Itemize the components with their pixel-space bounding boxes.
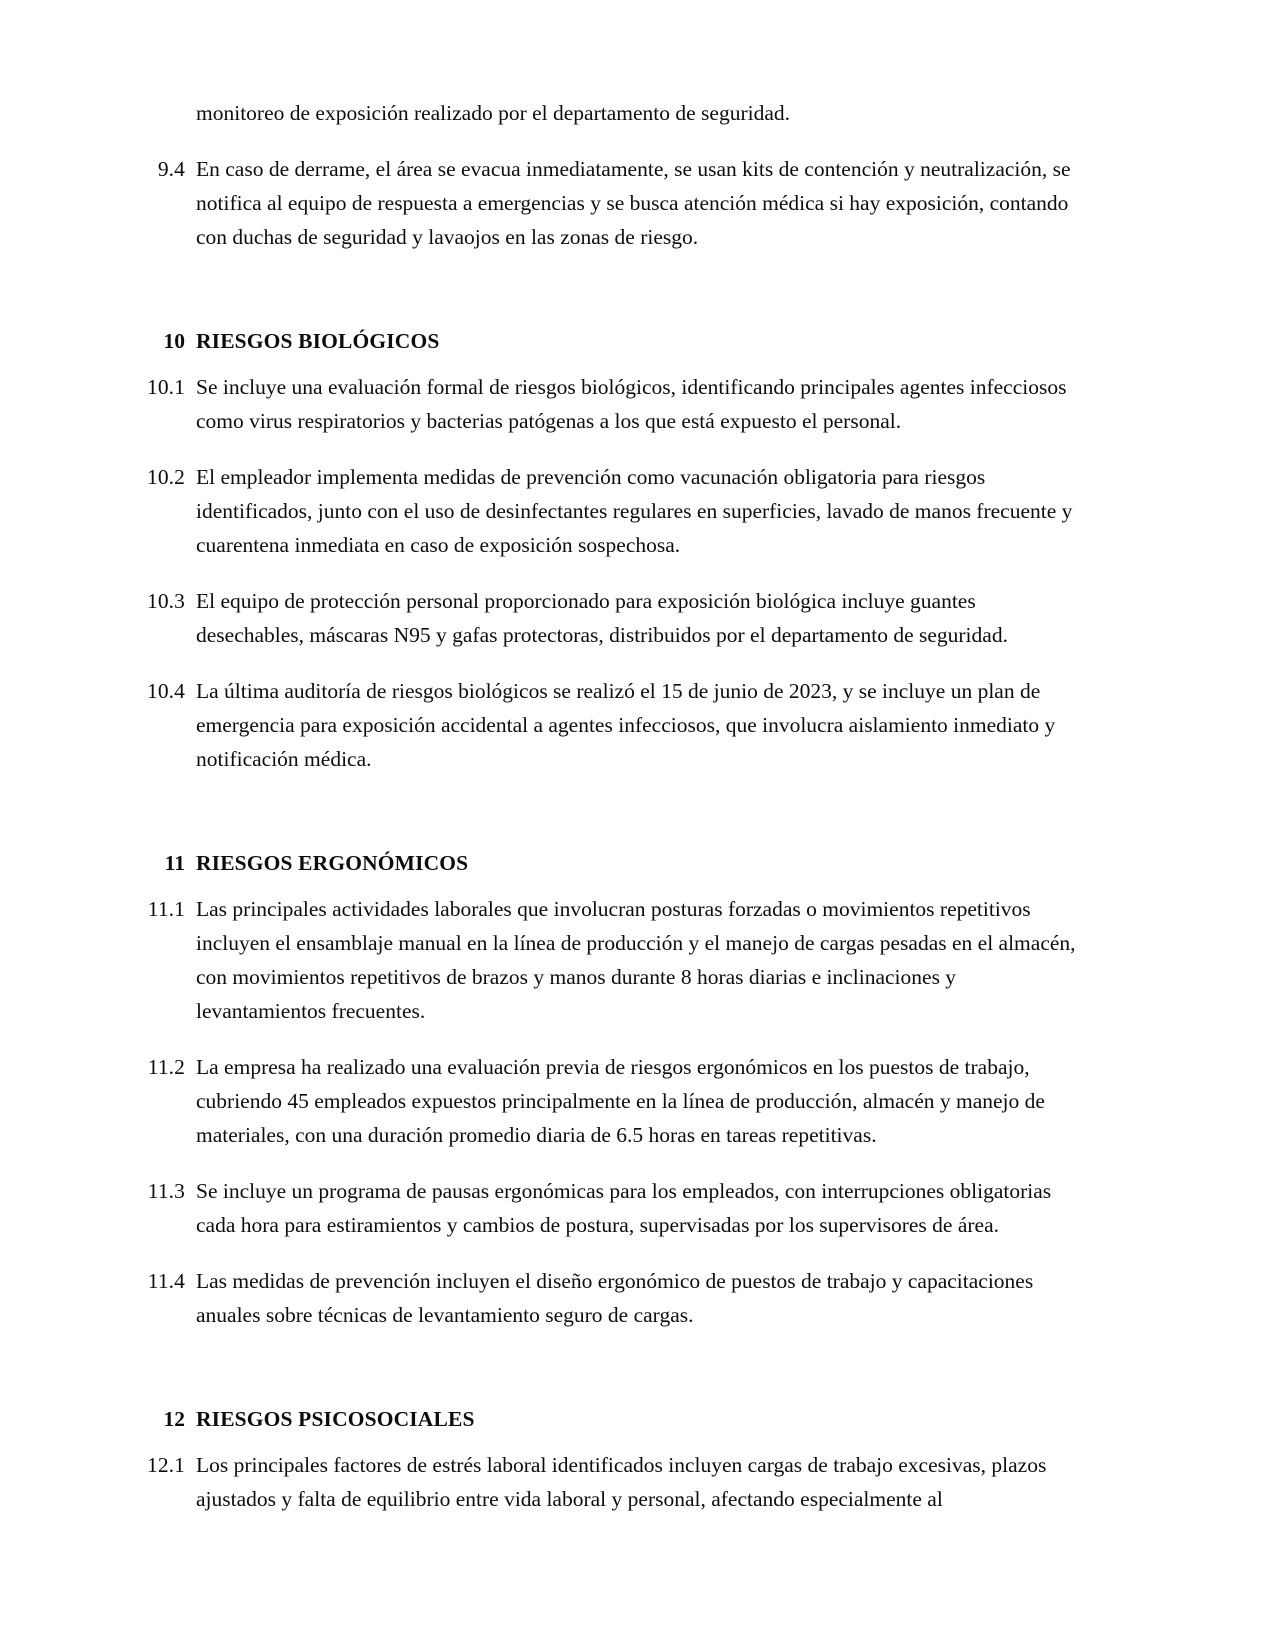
clause-11-2 [133,1050,1083,1152]
clause-text: En caso de derrame, el área se evacua inmediatamente, se usan kits de contención y neutralización, se notifica al equipo de respuesta a emergencias y se busca atención médica si hay exposición, contando con duchas de seguridad y lavaojos en las zonas de riesgo. [196,157,1071,249]
clause-10-3 [133,584,1083,652]
clause-text: Los principales factores de estrés laboral identificados incluyen cargas de trabajo excesivas, plazos ajustados y falta de equilibrio entre vida laboral y personal, afectando especialmente al [196,1453,1047,1511]
section-heading-10 [133,324,1083,358]
clause-text: La última auditoría de riesgos biológicos se realizó el 15 de junio de 2023, y se incluye un plan de emergencia para exposición accidental a agentes infecciosos, que involucra aislamiento inmediato y notificación médica. [196,679,1056,771]
clause-text: monitoreo de exposición realizado por el departamento de seguridad. [196,101,791,125]
section-heading-12 [133,1402,1083,1436]
section-spacer [133,1354,1083,1402]
heading-spacer [133,358,1083,370]
section-title: RIESGOS PSICOSOCIALES [196,1407,475,1431]
section-spacer [133,798,1083,846]
clause-number: 11.1 [147,897,185,921]
section-number: 10 [163,329,185,353]
clause-text: Se incluye un programa de pausas ergonómicas para los empleados, con interrupciones obligatorias cada hora para estiramientos y cambios de postura, supervisadas por los supervisores de área. [196,1179,1052,1237]
section-number: 12 [163,1407,185,1431]
clause-number: 10.4 [146,679,185,703]
section-title: RIESGOS BIOLÓGICOS [196,329,440,353]
clause-11-3 [133,1174,1083,1242]
clause-number: 11.2 [147,1055,185,1079]
clause-number: 10.2 [146,465,185,489]
clause-text: Las principales actividades laborales que involucran posturas forzadas o movimientos repetitivos incluyen el ensamblaje manual en la línea de producción y el manejo de cargas pesadas en el almacén, con movimientos repetitivos de brazos y manos durante 8 horas diarias e inclinaciones y levantamientos frecuentes. [196,897,1076,1023]
heading-spacer [133,1436,1083,1448]
section-number: 11 [164,851,185,875]
heading-spacer [133,880,1083,892]
clause-number: 11.3 [147,1179,185,1203]
clause-12-1 [133,1448,1083,1516]
clause-10-2 [133,460,1083,562]
clause-text: Se incluye una evaluación formal de riesgos biológicos, identificando principales agentes infecciosos como virus respiratorios y bacterias patógenas a los que está expuesto el personal. [196,375,1067,433]
clause-text: El empleador implementa medidas de prevención como vacunación obligatoria para riesgos identificados, junto con el uso de desinfectantes regulares en superficies, lavado de manos frecuente y cuarentena inmediata en caso de exposición sospechosa. [196,465,1073,557]
clause-11-4 [133,1264,1083,1332]
clause-10-1 [133,370,1083,438]
clause-text: Las medidas de prevención incluyen el diseño ergonómico de puestos de trabajo y capacitaciones anuales sobre técnicas de levantamiento seguro de cargas. [196,1269,1034,1327]
clause-number: 11.4 [147,1269,185,1293]
clause-continuation [133,96,1083,130]
clause-11-1 [133,892,1083,1028]
clause-number: 12.1 [146,1453,185,1477]
section-title: RIESGOS ERGONÓMICOS [196,851,469,875]
document-content [133,96,1083,1538]
clause-number: 9.4 [157,157,185,181]
clause-text: El equipo de protección personal proporcionado para exposición biológica incluye guantes desechables, máscaras N95 y gafas protectoras, distribuidos por el departamento de seguridad. [196,589,1008,647]
section-heading-11 [133,846,1083,880]
clause-10-4 [133,674,1083,776]
clause-number: 10.3 [146,589,185,613]
clause-number: 10.1 [146,375,185,399]
clause-9-4 [133,152,1083,254]
section-spacer [133,276,1083,324]
clause-text: La empresa ha realizado una evaluación previa de riesgos ergonómicos en los puestos de trabajo, cubriendo 45 empleados expuestos principalmente en la línea de producción, almacén y manejo de materiales, con una duración promedio diaria de 6.5 horas en tareas repetitivas. [196,1055,1045,1147]
